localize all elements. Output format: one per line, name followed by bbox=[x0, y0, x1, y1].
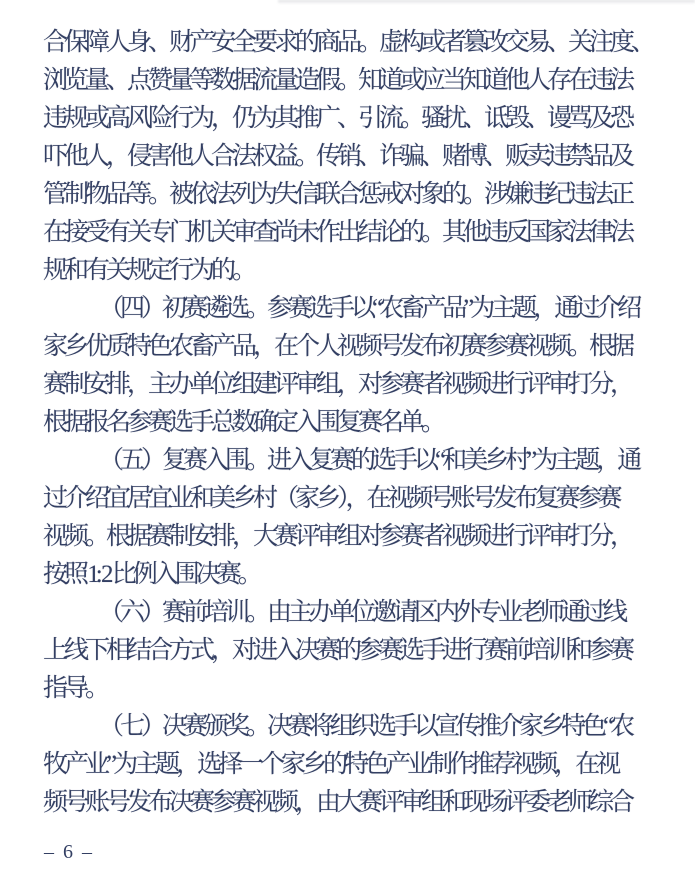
text-line: 吓他人，侵害他人合法权益。传销、诈骗、赌博、贩卖违禁品及 bbox=[43, 143, 632, 170]
text-line: 浏览量、点赞量等数据流量造假。知道或应当知道他人存在违法 bbox=[43, 67, 632, 94]
text-line: 频号账号发布决赛参赛视频，由大赛评审组和现场评委老师综合 bbox=[43, 789, 632, 816]
text-line: （四）初赛遴选。参赛选手以“农畜产品”为主题，通过介绍 bbox=[99, 295, 639, 322]
text-line: （五）复赛入围。进入复赛的选手以“和美乡村”为主题，通 bbox=[99, 447, 639, 474]
text-line: 牧产业”为主题，选择一个家乡的特色产业制作推荐视频，在视 bbox=[43, 751, 618, 778]
text-line: 过介绍宜居宜业和美乡村（家乡），在视频号账号发布复赛参赛 bbox=[43, 485, 619, 512]
text-line: 家乡优质特色农畜产品，在个人视频号发布初赛参赛视频。根据 bbox=[43, 333, 632, 360]
page-number: – 6 – bbox=[44, 841, 94, 863]
text-line: 视频。根据赛制安排，大赛评审组对参赛者视频进行评审打分， bbox=[43, 523, 632, 550]
text-line: 合保障人身、财产安全要求的商品。虚构或者篡改交易、关注度、 bbox=[43, 29, 653, 56]
text-line: 指导。 bbox=[43, 675, 107, 702]
document-lines bbox=[43, 24, 667, 822]
text-line: 违规或高风险行为，仍为其推广、引流。骚扰、诋毁、谩骂及恐 bbox=[43, 105, 632, 132]
text-line: 赛制安排，主办单位组建评审组，对参赛者视频进行评审打分， bbox=[43, 371, 632, 398]
text-line: （六）赛前培训。由主办单位邀请区内外专业老师通过线 bbox=[99, 599, 625, 626]
text-line: 上线下相结合方式，对进入决赛的参赛选手进行赛前培训和参赛 bbox=[43, 637, 632, 664]
text-line: 根据报名参赛选手总数确定入围复赛名单。 bbox=[43, 409, 443, 436]
text-line: 管制物品等。被依法列为失信联合惩戒对象的。涉嫌违纪违法正 bbox=[43, 181, 632, 208]
text-line: 在接受有关专门机关审查尚未作出结论的。其他违反国家法律法 bbox=[43, 219, 632, 246]
scan-edge-artifact bbox=[278, 0, 695, 4]
text-line: 规和有关规定行为的。 bbox=[43, 257, 254, 284]
text-line: 按照 1: 2 比例入围决赛。 bbox=[43, 561, 259, 588]
text-line: （七）决赛颁奖。决赛将组织选手以宣传推介家乡特色“农 bbox=[99, 713, 632, 740]
